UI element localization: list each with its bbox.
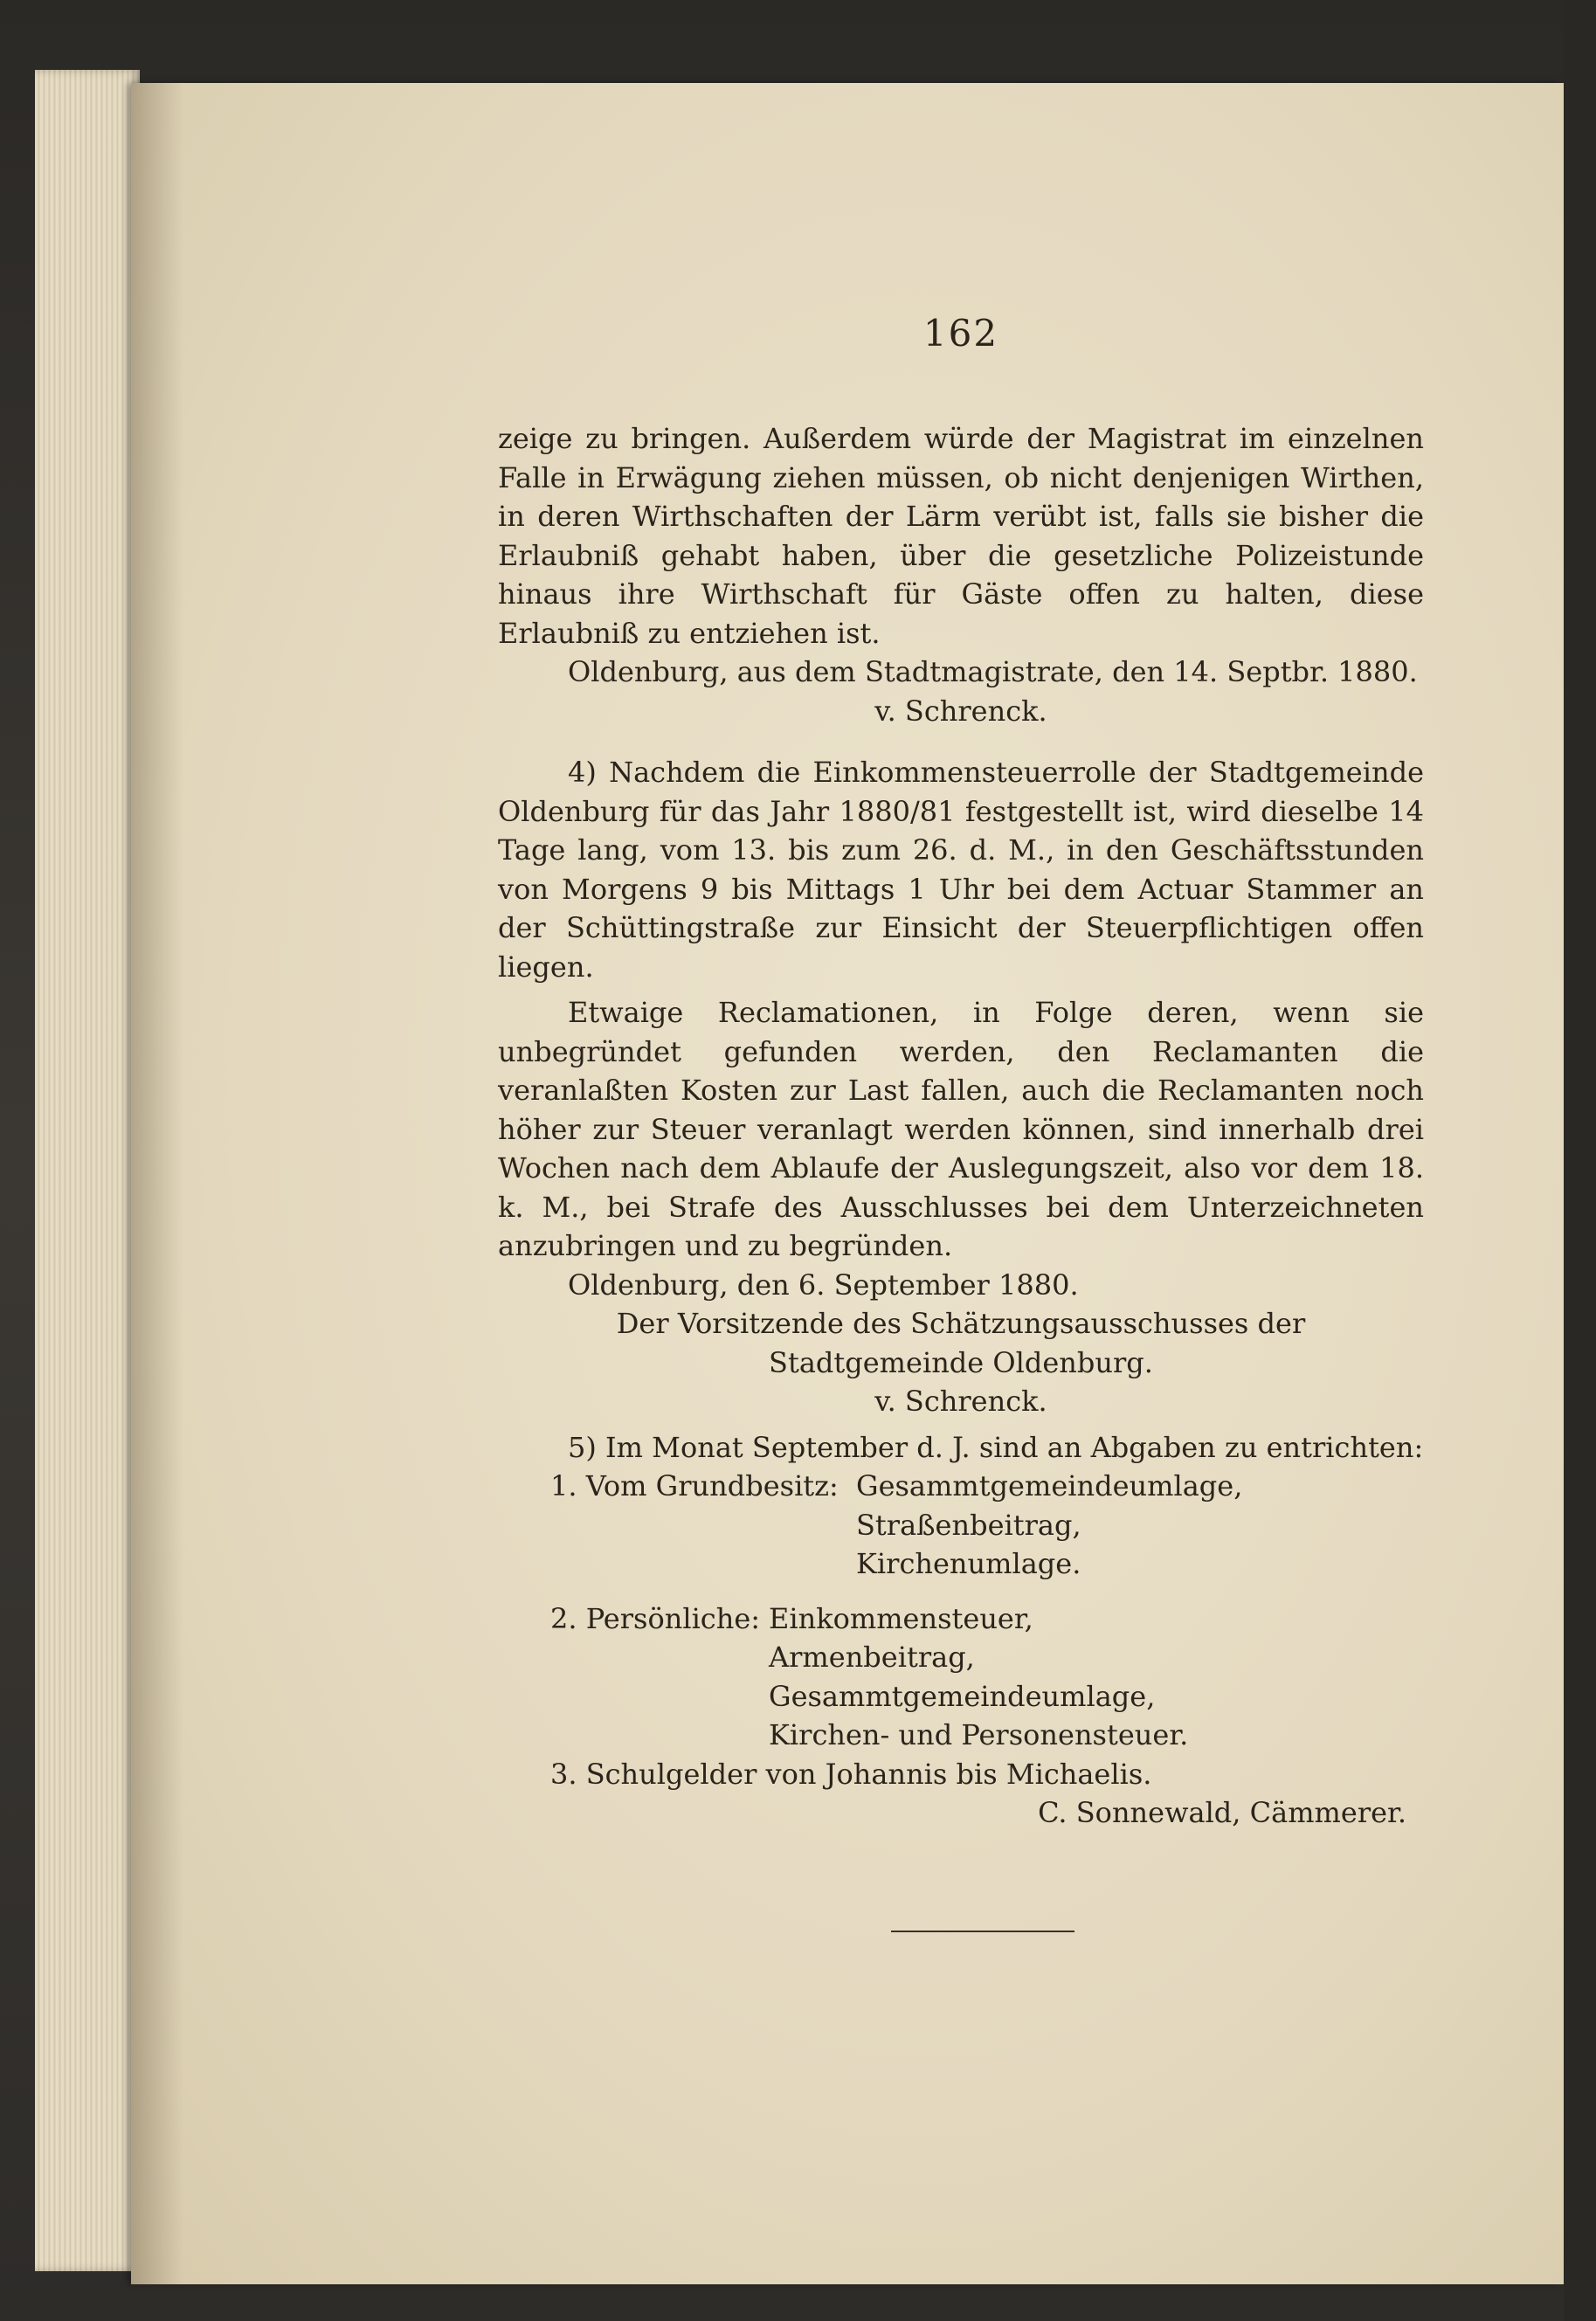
signature-2: v. Schrenck. [874, 1385, 1047, 1418]
signature-title-2: Der Vorsitzende des Schätzungsausschusses der Stadtgemeinde Oldenburg. [616, 1307, 1306, 1379]
date-line-1: Oldenburg, aus dem Stadtmagistrate, den 14. Septbr. 1880. [568, 655, 1418, 688]
closing-rule [891, 1931, 1074, 1932]
closing-signature: C. Sonnewald, Cämmerer. [1038, 1796, 1406, 1829]
list-value: Gesammtgemeindeumlage, [856, 1469, 1243, 1502]
signature-1: v. Schrenck. [874, 694, 1047, 728]
list-value: Einkommensteuer, [769, 1601, 1033, 1635]
body-text [498, 419, 1424, 1833]
paragraph-5: 5) Im Monat September d. J. sind an Abgaben zu entrichten: [568, 1430, 1424, 1464]
list-value: Gesammtgemeindeumlage, [769, 1679, 1156, 1713]
list-value: Kirchenumlage. [856, 1547, 1081, 1580]
list-item [550, 1467, 1424, 1584]
list-item [550, 1599, 1424, 1755]
paragraph-reclamations: Etwaige Reclamationen, in Folge deren, wenn sie unbegründet gefunden werden, den Reclamanten die veranlaßten Kosten zur Last fallen, auch die Reclamanten noch höher zur Steuer veranlagt werden können, sind innerhalb drei Wochen nach dem Ablaufe der Auslegungszeit, also vor dem 18. k. M., bei Strafe des Ausschlusses bei dem Unterzeichneten anzubringen und zu begründen. [498, 996, 1424, 1262]
list-item-label: 1. Vom Grundbesitz: [550, 1469, 839, 1502]
spine-shadow [131, 83, 183, 2284]
list-item-values [856, 1467, 1242, 1584]
date-line-2: Oldenburg, den 6. September 1880. [568, 1268, 1079, 1302]
paragraph-continuation: zeige zu bringen. Außerdem würde der Magistrat im einzelnen Falle in Erwägung ziehen müssen, ob nicht denjenigen Wirthen, in deren Wirthschaften der Lärm verübt ist, falls sie bisher die Erlaubniß gehabt haben, über die gesetzliche Polizeistunde hinaus ihre Wirthschaft für Gäste offen zu halten, diese Erlaubniß zu entziehen ist. [498, 422, 1424, 650]
page-number: 162 [922, 312, 999, 355]
book-page-edges [35, 70, 140, 2271]
levies-list [498, 1467, 1424, 1793]
list-item [550, 1755, 1424, 1794]
list-value: Straßenbeitrag, [856, 1508, 1081, 1542]
right-background-strip [1564, 0, 1596, 2321]
paragraph-4: 4) Nachdem die Einkommensteuerrolle der Stadtgemeinde Oldenburg für das Jahr 1880/81 festgestellt ist, wird dieselbe 14 Tage lang, vom 13. bis zum 26. d. M., in den Geschäftsstunden von Morgens 9 bis Mittags 1 Uhr bei dem Actuar Stammer an der Schüttingstraße zur Einsicht der Steuerpflichtigen offen liegen. [498, 756, 1424, 984]
list-item-label: 3. Schulgelder von Johannis bis Michaelis. [550, 1757, 1152, 1791]
list-value: Armenbeitrag, [769, 1641, 975, 1674]
list-value: Kirchen- und Personensteuer. [769, 1718, 1189, 1751]
list-item-values [769, 1599, 1188, 1755]
list-item-label: 2. Persönliche: [550, 1601, 761, 1635]
